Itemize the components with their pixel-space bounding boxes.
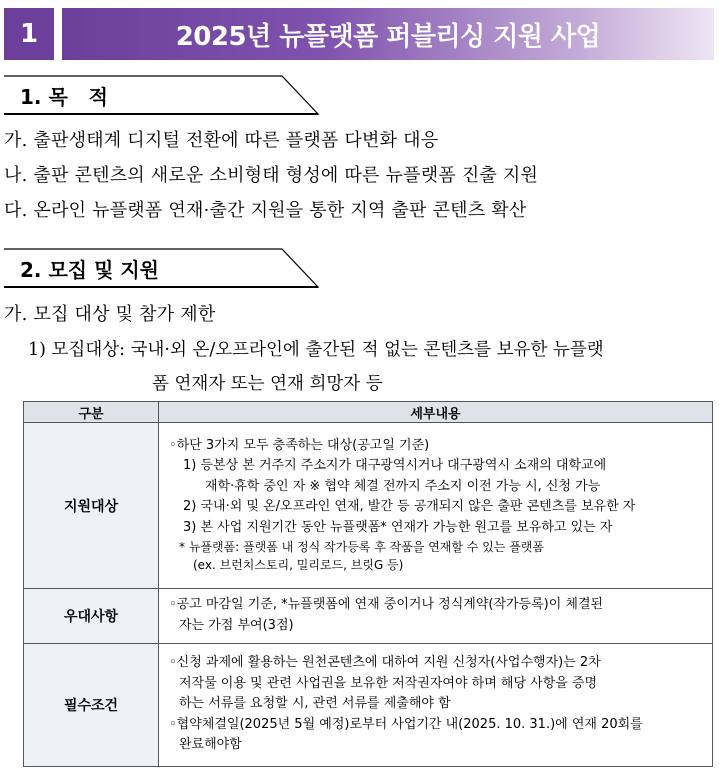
detail-line: ◦신청 과제에 활용하는 원천콘텐츠에 대하여 지원 신청자(사업수행자)는 2차 xyxy=(169,655,601,671)
purpose-item: 다. 온라인 뉴플랫폼 연재·출간 지원을 통한 지역 출판 콘텐츠 확산 xyxy=(4,200,527,221)
column-header: 구분 xyxy=(24,402,159,423)
detail-line: 자는 가점 부여(3점) xyxy=(179,617,294,633)
detail-line: ◦하단 3가지 모두 충족하는 대상(공고일 기준) xyxy=(169,437,430,453)
page-title: 2025년 뉴플랫폼 퍼블리싱 지원 사업 xyxy=(62,8,714,60)
row-category: 지원대상 xyxy=(24,423,159,589)
purpose-item: 나. 출판 콘텐츠의 새로운 소비형태 형성에 따른 뉴플랫폼 진출 지원 xyxy=(4,165,539,186)
detail-line: 하는 서류를 요청할 시, 관련 서류를 제출해야 함 xyxy=(179,696,451,712)
target-description-cont: 폼 연재자 또는 연재 희망자 등 xyxy=(152,374,383,394)
target-description: 1) 모집대상: 국내·외 온/오프라인에 출간된 적 없는 콘텐츠를 보유한 뉴플랫 xyxy=(28,340,604,360)
table-row xyxy=(24,423,713,589)
section-heading-purpose xyxy=(4,75,320,115)
detail-line: 1) 등본상 본 거주지 주소지가 대구광역시거나 대구광역시 소재의 대학교에 xyxy=(183,458,607,474)
detail-line: 저작물 이용 및 관련 사업권을 보유한 저작권자여야 하며 해당 사항을 증명 xyxy=(179,675,598,691)
section-heading-recruitment xyxy=(4,248,320,288)
detail-note: (ex. 브런치스토리, 밀리로드, 브릿G 등) xyxy=(193,558,404,573)
detail-note: * 뉴플랫폼: 플랫폼 내 정식 작가등록 후 작품을 연재할 수 있는 플랫폼 xyxy=(179,540,544,555)
row-detail xyxy=(159,589,713,644)
detail-line: 3) 본 사업 지원기간 동안 뉴플랫폼* 연재가 가능한 원고를 보유하고 있는 자 xyxy=(183,519,613,535)
detail-line: 2) 국내·외 및 온/오프라인 연재, 발간 등 공개되지 않은 출판 콘텐츠를 보유한 자 xyxy=(183,499,636,515)
table-header-row xyxy=(24,402,713,423)
table-row xyxy=(24,644,713,767)
section-heading-label: 1. 목 적 xyxy=(20,85,109,109)
column-header: 세부내용 xyxy=(159,402,713,423)
purpose-item: 가. 출판생태계 디지털 전환에 따른 플랫폼 다변화 대응 xyxy=(4,130,439,151)
row-category: 필수조건 xyxy=(24,644,159,767)
row-detail xyxy=(159,644,713,767)
detail-line: 완료해야함 xyxy=(179,737,242,753)
chapter-number: 1 xyxy=(4,8,54,60)
section-heading-label: 2. 모집 및 지원 xyxy=(20,258,160,282)
row-category: 우대사항 xyxy=(24,589,159,644)
detail-line: 재학·휴학 중인 자 ※ 협약 체결 전까지 주소지 이전 가능 시, 신청 가능 xyxy=(205,478,601,494)
table-row xyxy=(24,589,713,644)
detail-line: ◦공고 마감일 기준, *뉴플랫폼에 연재 중이거나 정식계약(작가등록)이 체결된 xyxy=(169,597,604,612)
row-detail xyxy=(159,423,713,589)
detail-line: ◦협약체결일(2025년 5월 예정)로부터 사업기간 내(2025. 10. 31.)에 연재 20회를 xyxy=(169,716,643,732)
eligibility-table xyxy=(23,401,713,767)
recruitment-subheading: 가. 모집 대상 및 참가 제한 xyxy=(4,304,216,325)
title-banner xyxy=(4,8,714,60)
